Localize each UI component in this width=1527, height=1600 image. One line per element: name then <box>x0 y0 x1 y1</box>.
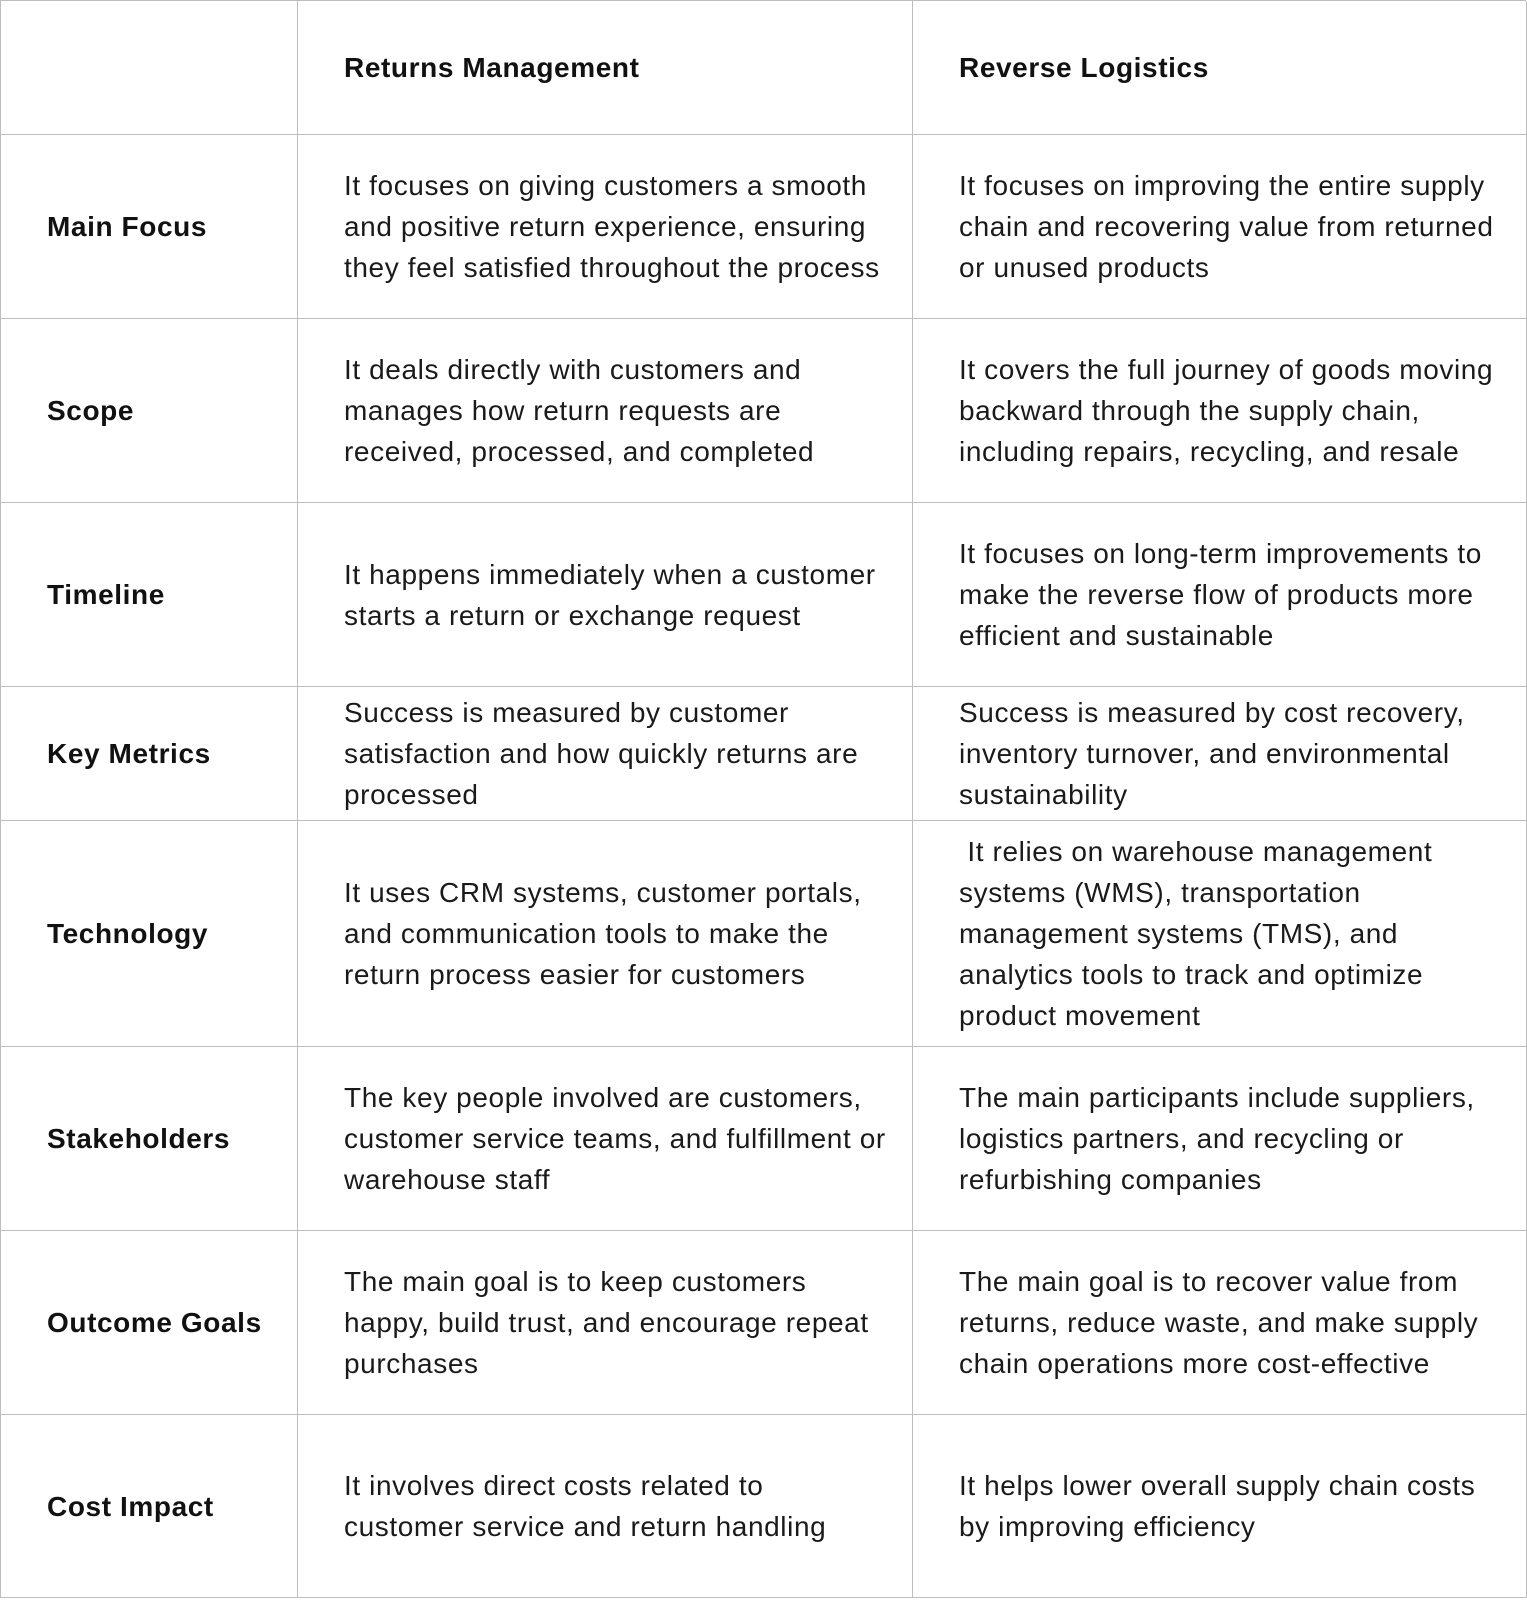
column-header: Reverse Logistics <box>959 52 1209 83</box>
row-label-key-metrics: Key Metrics <box>1 687 298 821</box>
reverse-logistics-cell: It relies on warehouse management systems (WMS), transportation management systems (TMS), and analytics tools to track and optimize product movement <box>913 821 1527 1047</box>
header-returns-management <box>298 1 913 135</box>
reverse-logistics-cell: Success is measured by cost recovery, inventory turnover, and environmental sustainability <box>913 687 1527 821</box>
returns-management-cell: The main goal is to keep customers happy, build trust, and encourage repeat purchases <box>298 1231 913 1415</box>
row-label-stakeholders: Stakeholders <box>1 1047 298 1231</box>
reverse-logistics-cell: It helps lower overall supply chain costs by improving efficiency <box>913 1415 1527 1598</box>
returns-management-cell: It focuses on giving customers a smooth and positive return experience, ensuring they feel satisfied throughout the process <box>298 135 913 319</box>
row-label-main-focus: Main Focus <box>1 135 298 319</box>
row-label-timeline: Timeline <box>1 503 298 687</box>
returns-management-cell: It deals directly with customers and manages how return requests are received, processed, and completed <box>298 319 913 503</box>
returns-management-cell: Success is measured by customer satisfaction and how quickly returns are processed <box>298 687 913 821</box>
returns-management-cell: It uses CRM systems, customer portals, and communication tools to make the return process easier for customers <box>298 821 913 1047</box>
reverse-logistics-cell: It focuses on long-term improvements to make the reverse flow of products more efficient and sustainable <box>913 503 1527 687</box>
reverse-logistics-cell: The main goal is to recover value from returns, reduce waste, and make supply chain operations more cost-effective <box>913 1231 1527 1415</box>
reverse-logistics-cell: It focuses on improving the entire supply chain and recovering value from returned or unused products <box>913 135 1527 319</box>
returns-management-cell: The key people involved are customers, customer service teams, and fulfillment or warehouse staff <box>298 1047 913 1231</box>
returns-management-cell: It happens immediately when a customer starts a return or exchange request <box>298 503 913 687</box>
header-reverse-logistics <box>913 1 1527 135</box>
row-label-cost-impact: Cost Impact <box>1 1415 298 1598</box>
row-label-outcome-goals: Outcome Goals <box>1 1231 298 1415</box>
header-empty-cell <box>1 1 298 135</box>
returns-management-cell: It involves direct costs related to customer service and return handling <box>298 1415 913 1598</box>
row-label-scope: Scope <box>1 319 298 503</box>
row-label-technology: Technology <box>1 821 298 1047</box>
column-header: Returns Management <box>344 52 640 83</box>
reverse-logistics-cell: The main participants include suppliers, logistics partners, and recycling or refurbishing companies <box>913 1047 1527 1231</box>
reverse-logistics-cell: It covers the full journey of goods moving backward through the supply chain, including repairs, recycling, and resale <box>913 319 1527 503</box>
